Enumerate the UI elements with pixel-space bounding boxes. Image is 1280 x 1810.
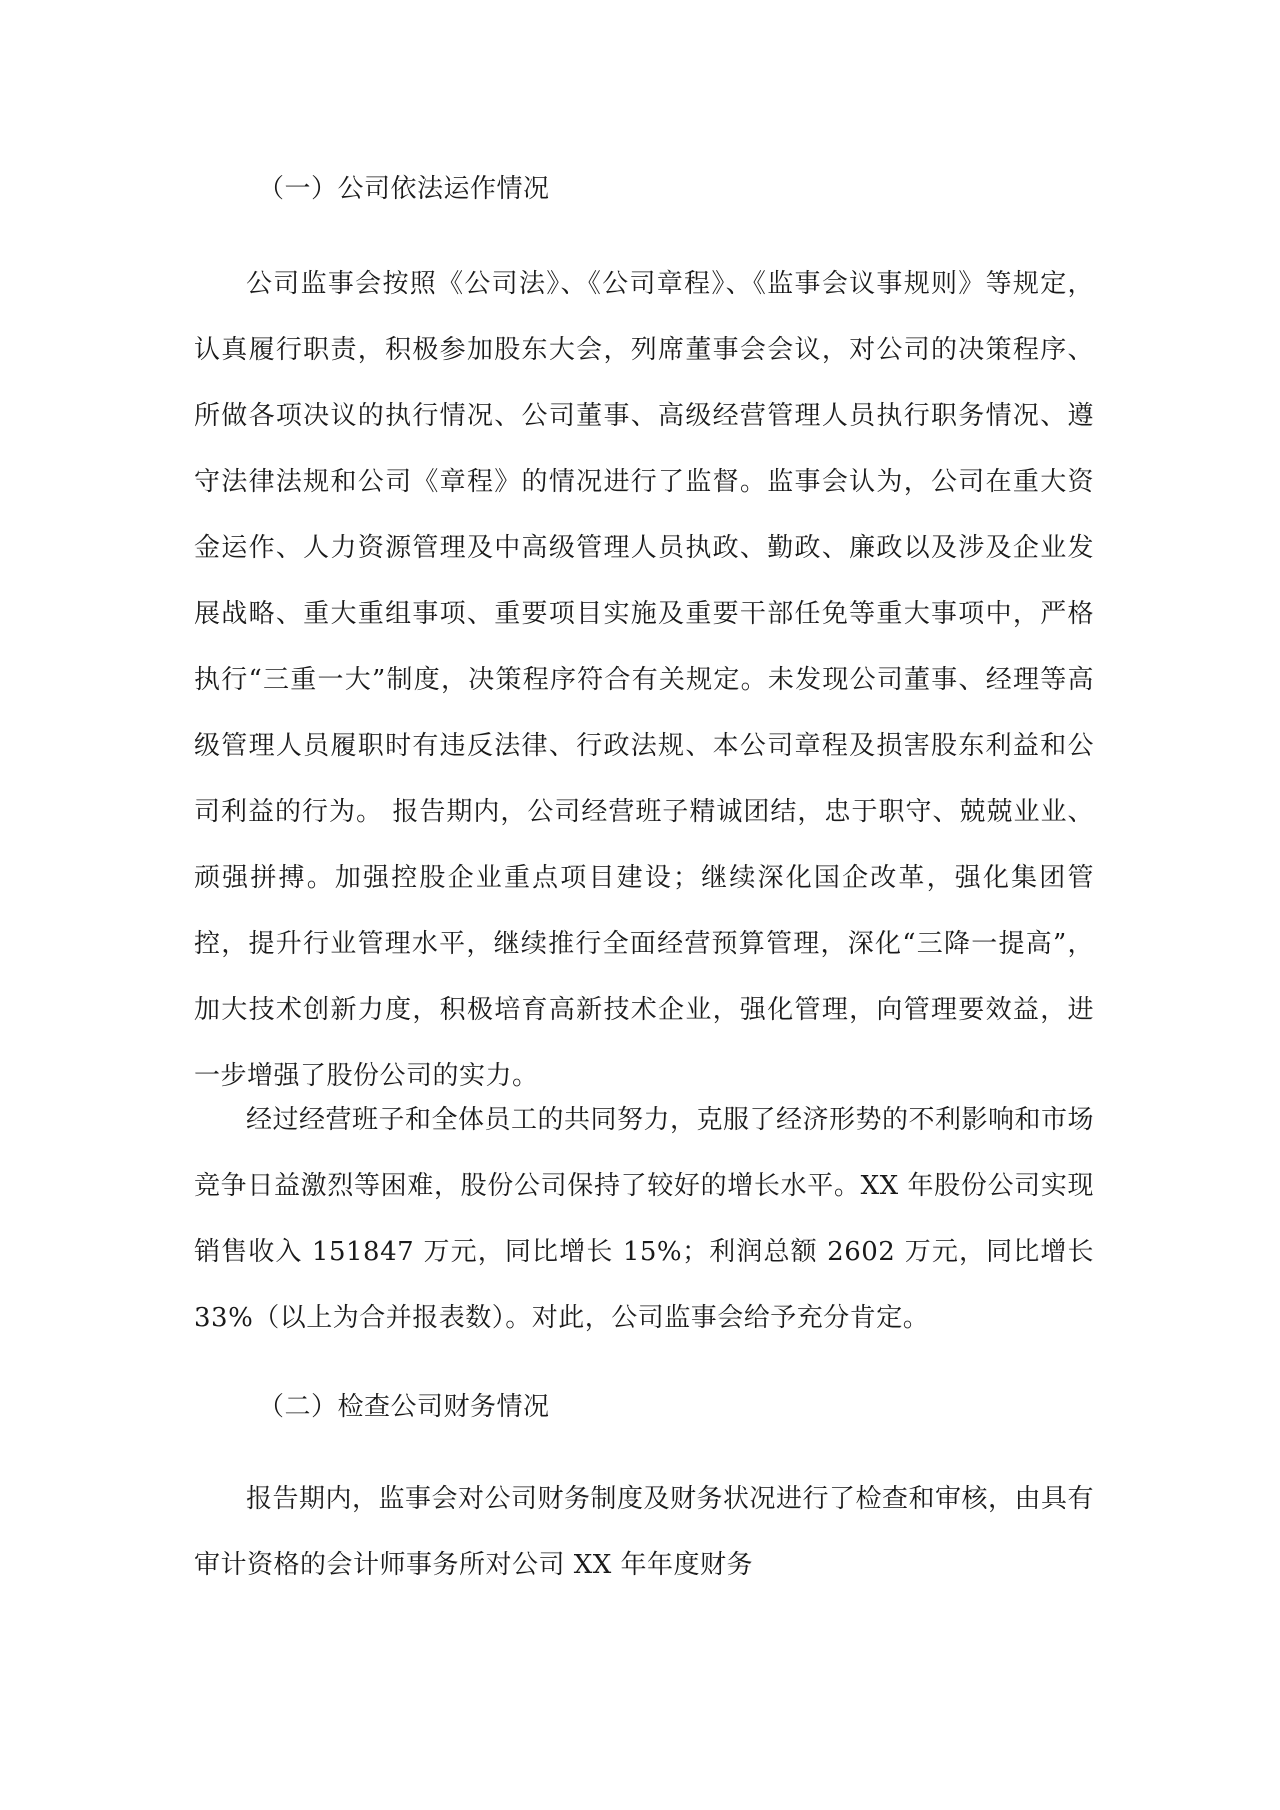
section-heading-operation: （一）公司依法运作情况 [258, 174, 550, 204]
section-heading-finance: （二）检查公司财务情况 [258, 1392, 550, 1422]
paragraph-finance-review: 报告期内，监事会对公司财务制度及财务状况进行了检查和审核，由具有审计资格的会计师事务所对公司 XX 年年度财务 [194, 1484, 1095, 1580]
paragraph-supervision: 公司监事会按照《公司法》、《公司章程》、《监事会议事规则》等规定，认真履行职责，积极参加股东大会，列席董事会会议，对公司的决策程序、所做各项决议的执行情况、公司董事、高级经营管理人员执行职务情况、遵守法律法规和公司《章程》的情况进行了监督。监事会认为，公司在重大资金运作、人力资源管理及中高级管理人员执政、勤政、廉政以及涉及企业发展战略、重大重组事项、重要项目实施及重要干部任免等重大事项中，严格执行“三重一大”制度，决策程序符合有关规定。未发现公司董事、经理等高级管理人员履职时有违反法律、行政法规、本公司章程及损害股东利益和公司利益的行为。 报告期内，公司经营班子精诚团结，忠于职守、兢兢业业、顽强拼搏。加强控股企业重点项目建设；继续深化国企改革，强化集团管控，提升行业管理水平，继续推行全面经营预算管理，深化“三降一提高”，加大技术创新力度，积极培育高新技术企业，强化管理，向管理要效益，进一步增强了股份公司的实力。 [194, 269, 1094, 1091]
paragraph-performance: 经过经营班子和全体员工的共同努力，克服了经济形势的不利影响和市场竞争日益激烈等困难，股份公司保持了较好的增长水平。XX 年股份公司实现销售收入 151847 万元，同比增长 15%；利润总额 2602 万元，同比增长 33%（以上为合并报表数）。对此，公司监事会给予充分肯定。 [194, 1105, 1095, 1333]
